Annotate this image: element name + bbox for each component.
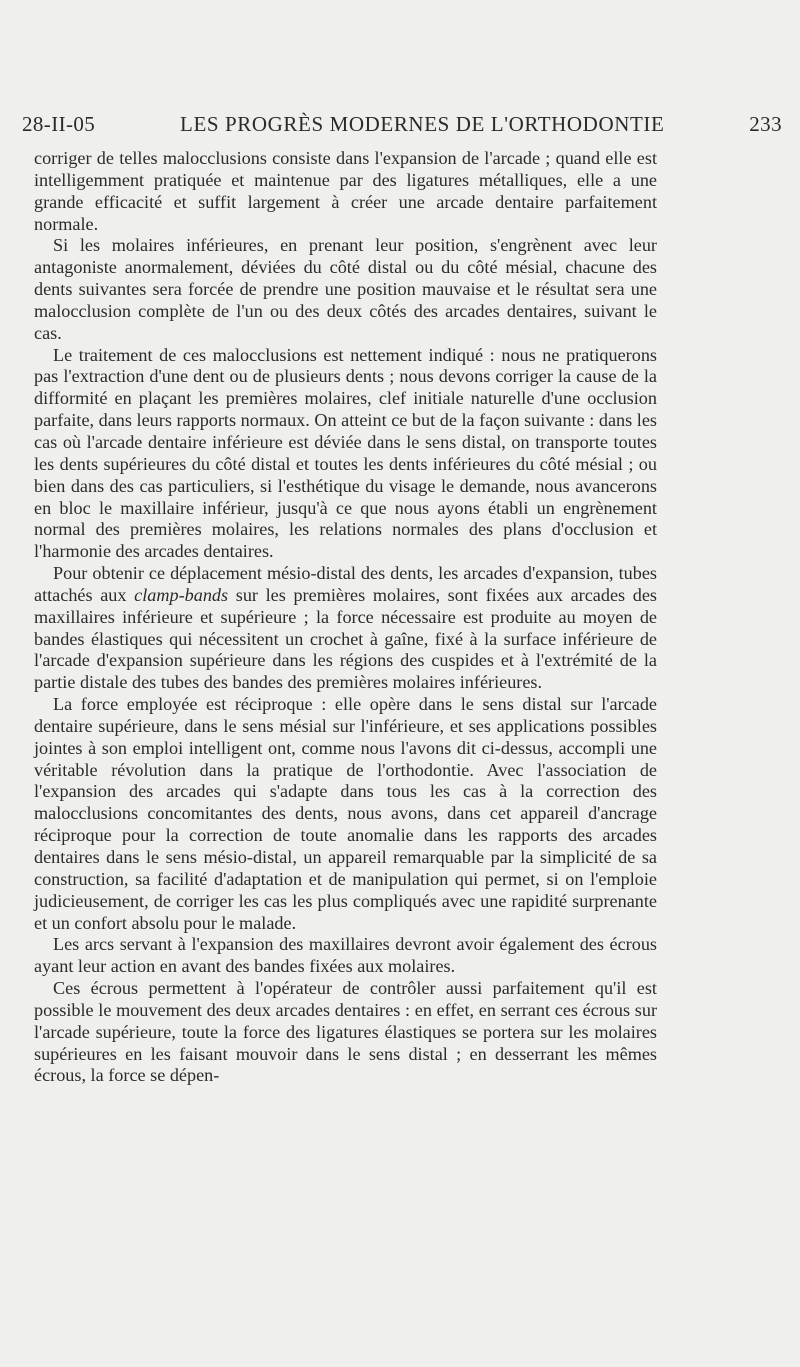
paragraph-4-text-b: sur les premières molaires, sont fixées aux arcades des maxillaires inférieure et supérieure ; la force nécessaire est produite au moyen de bandes élastiques qui nécessitent un crochet à gaîne, fixé à la surface inférieure de l'arcade d'expansion supérieure dans les régions des cuspides et à l'extrémité de la partie distale des tubes des bandes des premières molaires inférieures. [34, 584, 657, 693]
running-head-date: 28-II-05 [22, 112, 96, 136]
running-head [22, 112, 782, 142]
paragraph-1: corriger de telles malocclusions consiste dans l'expansion de l'arcade ; quand elle est intelligemment pratiquée et maintenue par des ligatures métalliques, elle a une grande efficacité et suffit largement à créer une arcade dentaire parfaitement normale. [34, 148, 657, 234]
body-text [34, 148, 657, 1087]
page-number: 233 [749, 112, 782, 136]
paragraph-2: Si les molaires inférieures, en prenant leur position, s'engrènent avec leur antagoniste anormalement, déviées du côté distal ou du côté mésial, chacune des dents suivantes sera forcée de prendre une position mauvaise et le résultat sera une malocclusion complète de l'un ou des deux côtés des arcades dentaires, suivant le cas. [34, 235, 657, 343]
clamp-bands-term: clamp-bands [134, 584, 229, 605]
running-head-title: LES PROGRÈS MODERNES DE L'ORTHODONTIE [180, 112, 665, 136]
paragraph-3: Le traitement de ces malocclusions est nettement indiqué : nous ne pratiquerons pas l'extraction d'une dent ou de plusieurs dents ; nous devons corriger la cause de la difformité en plaçant les premières molaires, clef initiale naturelle d'une occlusion parfaite, dans leurs rapports normaux. On atteint ce but de la façon suivante : dans les cas où l'arcade dentaire inférieure est déviée dans le sens distal, on transporte toutes les dents supérieures du côté distal et toutes les dents inférieures du côté mésial ; ou bien dans des cas particuliers, si l'esthétique du visage le demande, nous avancerons en bloc le maxillaire inférieur, jusqu'à ce que nous ayons établi un engrènement normal des premières molaires, les relations normales des plans d'occlusion et l'harmonie des arcades dentaires. [34, 344, 657, 562]
paragraph-6: Les arcs servant à l'expansion des maxillaires devront avoir également des écrous ayant leur action en avant des bandes fixées aux molaires. [34, 934, 657, 977]
paragraph-4-text-a: Pour obtenir ce déplacement mésio-distal des dents, les arcades d'expansion, tubes attachés aux [34, 563, 657, 605]
paragraph-4 [34, 563, 657, 694]
paragraph-5: La force employée est réciproque : elle opère dans le sens distal sur l'arcade dentaire supérieure, dans le sens mésial sur l'inférieure, et ses applications possibles jointes à son emploi intelligent ont, comme nous l'avons dit ci-dessus, accompli une véritable révolution dans la pratique de l'orthodontie. Avec l'association de l'expansion des arcades qui s'adapte dans tous les cas à la correction des malocclusions concomitantes des dents, nous avons, dans cet appareil d'ancrage réciproque pour la correction de toute anomalie dans les rapports des arcades dentaires dans le sens mésio-distal, un appareil remarquable par la simplicité de sa construction, sa facilité d'adaptation et de manipulation qui permet, si on l'emploie judicieusement, de corriger les cas les plus compliqués avec une rapidité surprenante et un confort absolu pour le malade. [34, 694, 657, 933]
paragraph-7: Ces écrous permettent à l'opérateur de contrôler aussi parfaitement qu'il est possible le mouvement des deux arcades dentaires : en effet, en serrant ces écrous sur l'arcade supérieure, toute la force des ligatures élastiques se portera sur les molaires supérieures en les faisant mouvoir dans le sens distal ; en desserrant les mêmes écrous, la force se dépen- [34, 978, 657, 1086]
